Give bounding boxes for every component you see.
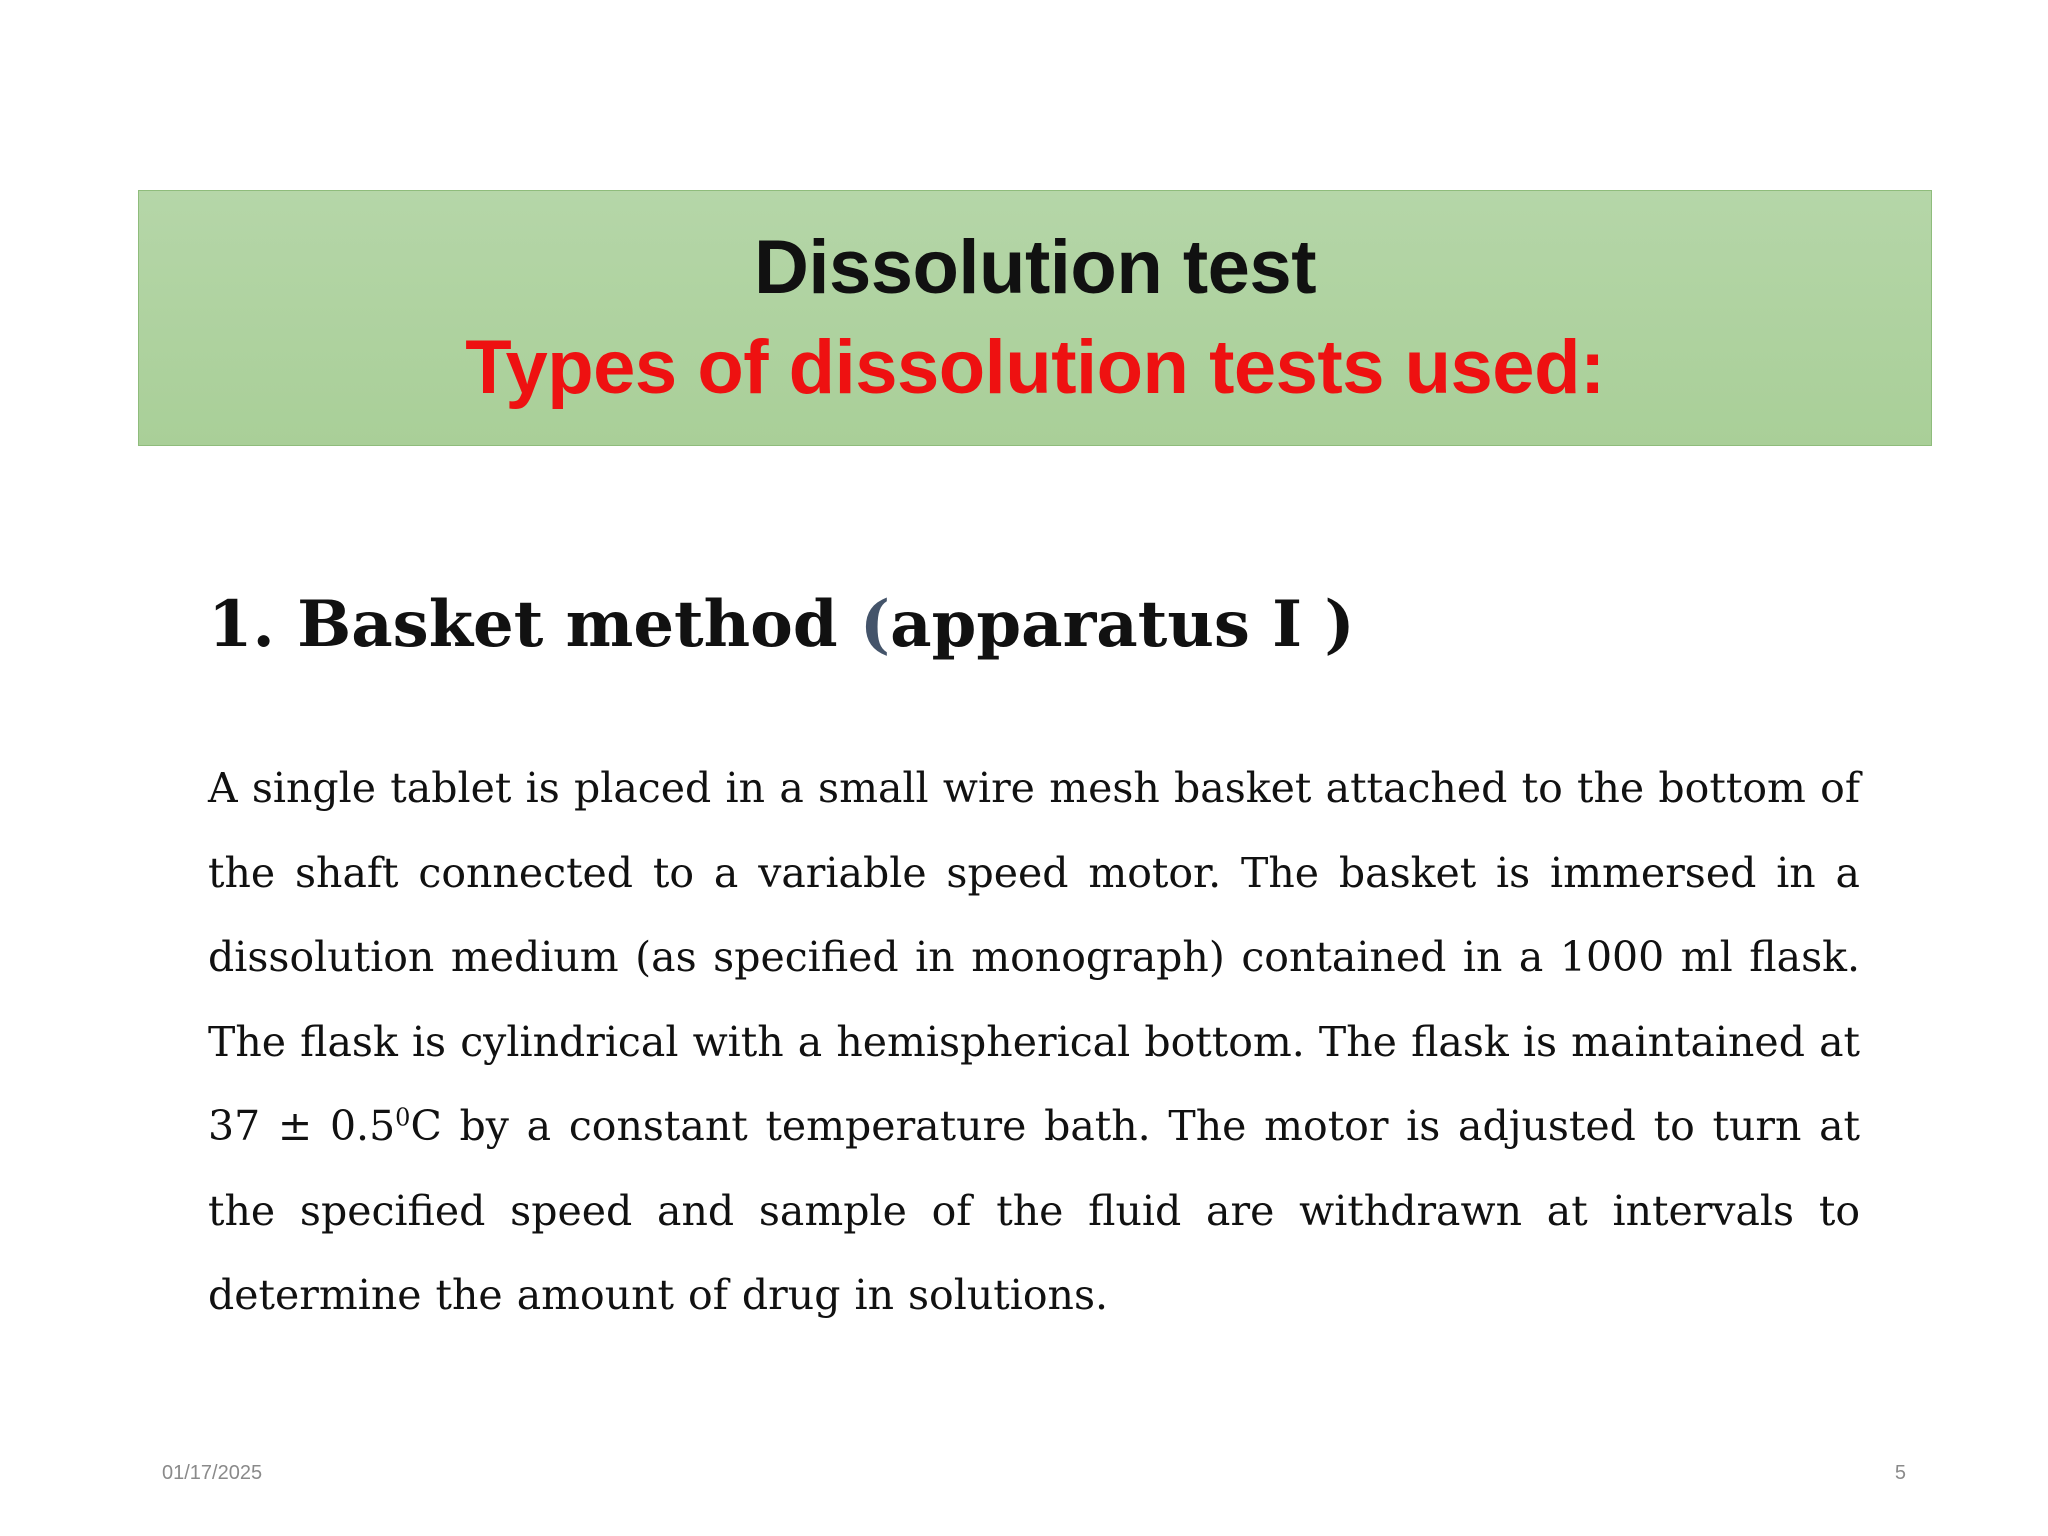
slide-subtitle: Types of dissolution tests used:	[465, 325, 1605, 410]
section-heading	[208, 580, 1355, 670]
footer-date: 01/17/2025	[162, 1462, 263, 1484]
heading-prefix: 1. Basket method	[208, 587, 860, 662]
title-banner	[138, 190, 1932, 446]
heading-open-paren: (	[859, 587, 891, 662]
body-paragraph	[208, 746, 1860, 1338]
body-text-part2: C by a constant temperature bath. The motor is adjusted to turn at the specified speed and sample of the fluid are withdrawn at intervals to determine the amount of drug in solutions.	[208, 1102, 1860, 1319]
slide-title: Dissolution test	[753, 225, 1317, 310]
degree-superscript: 0	[395, 1103, 411, 1132]
body-text-part1: A single tablet is placed in a small wire mesh basket attached to the bottom of the shaft connected to a variable speed motor. The basket is immersed in a dissolution medium (as specified in monograph) contained in a 1000 ml flask. The flask is cylindrical with a hemispherical bottom. The flask is maintained at 37 ± 0.5	[208, 764, 1860, 1150]
footer-page-number: 5	[1894, 1462, 1906, 1484]
heading-rest: apparatus I )	[890, 587, 1355, 662]
